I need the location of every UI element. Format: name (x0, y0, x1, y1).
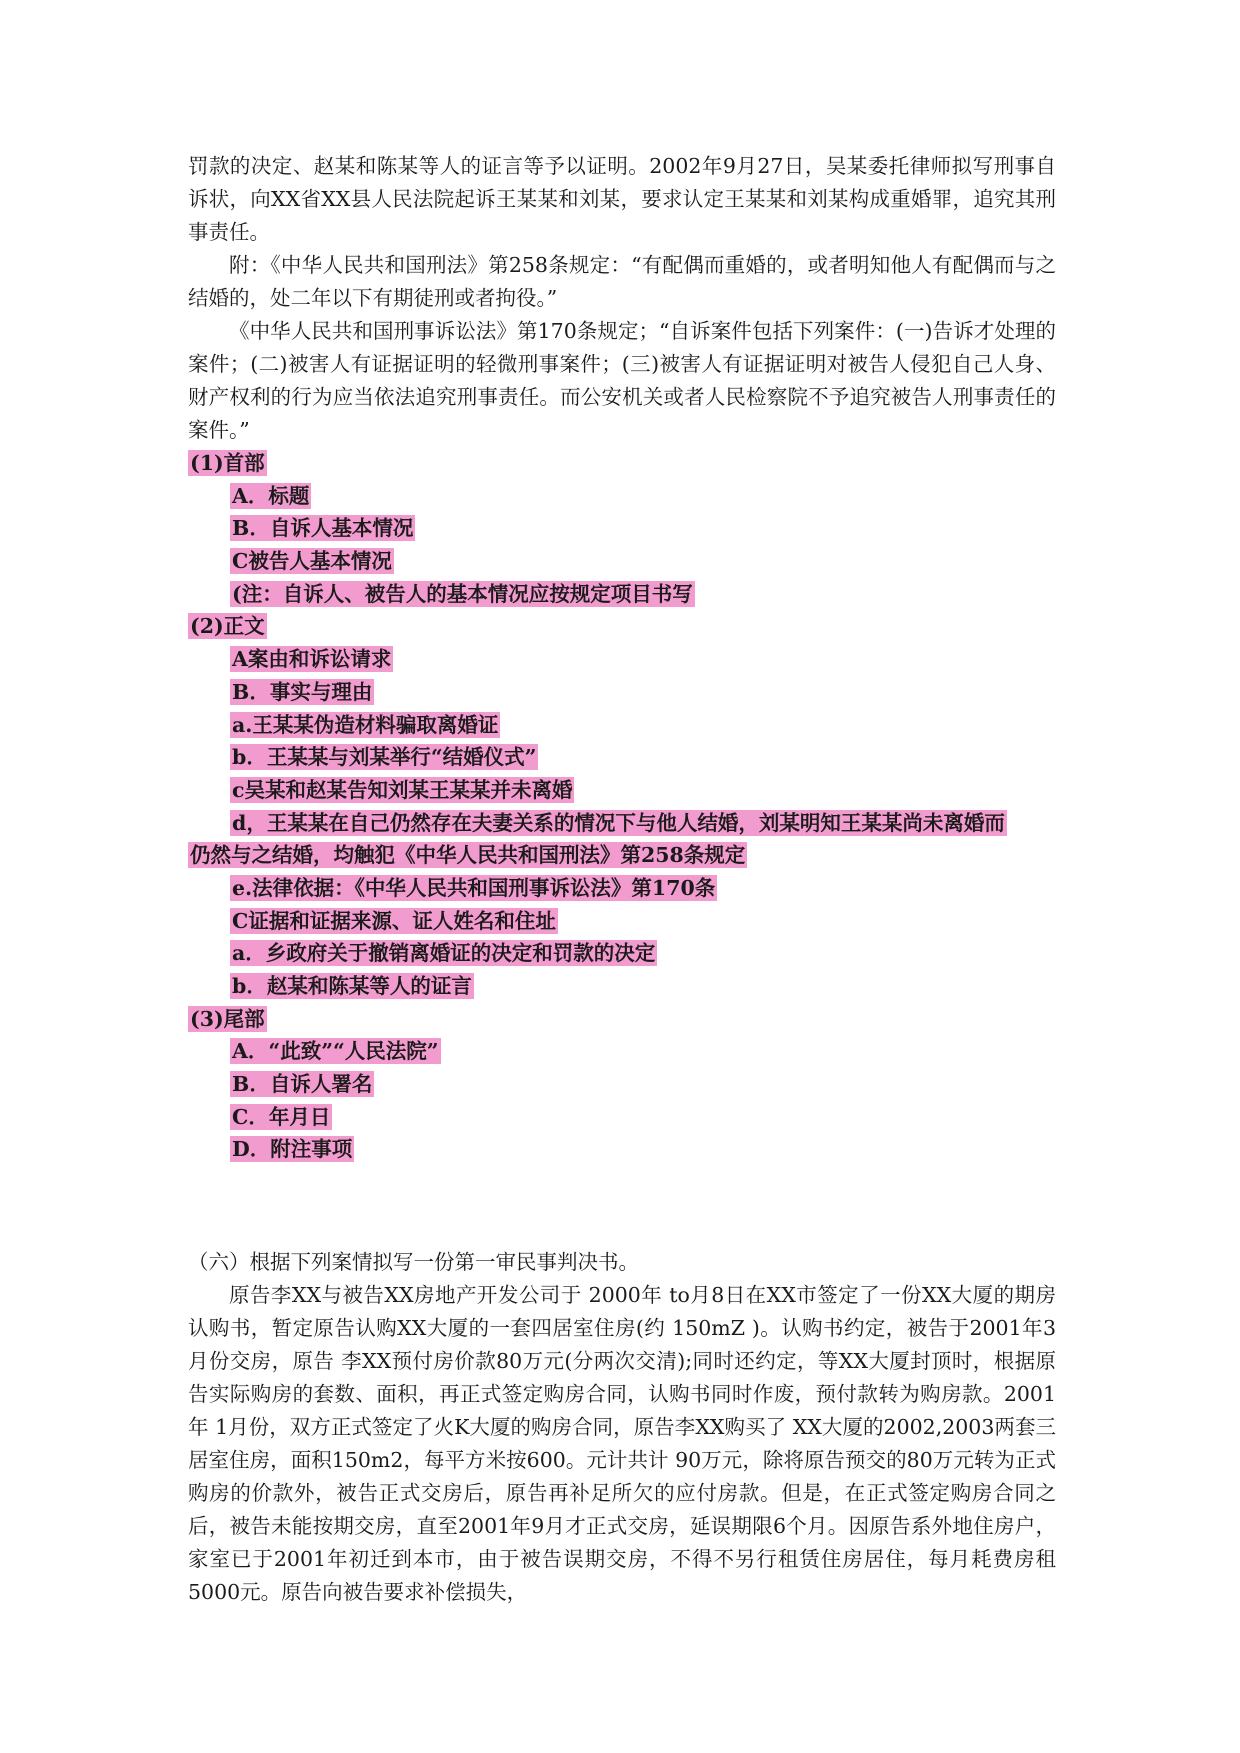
outline-item: C．年月日 (232, 1104, 331, 1129)
outline-section-end: (3)尾部 (190, 1006, 265, 1031)
intro-paragraph-3: 《中华人民共和国刑事诉讼法》第170条规定；“自诉案件包括下列案件：(一)告诉才处理的案件；(二)被害人有证据证明的轻微刑事案件；(三)被害人有证据证明对被告人侵犯自己人身、财产权利的行为应当依法追究刑事责任。而公安机关或者人民检察院不予追究被告人刑事责任的案件。” (188, 319, 1056, 442)
outline-subitem: d，王某某在自己仍然存在夫妻关系的情况下与他人结婚，刘某明知王某某尚未离婚而 (232, 810, 1005, 835)
outline-item: C证据和证据来源、证人姓名和住址 (232, 908, 556, 933)
outline-item: B．事实与理由 (232, 679, 373, 704)
answer-outline (188, 447, 1056, 1166)
outline-item: D．附注事项 (232, 1137, 353, 1162)
outline-note: (注：自诉人、被告人的基本情况应按规定项目书写 (232, 581, 693, 606)
outline-subitem: c吴某和赵某告知刘某王某某并未离婚 (232, 777, 573, 802)
outline-subitem: b．王某某与刘某举行“结婚仪式” (232, 745, 537, 770)
outline-item: B．自诉人署名 (232, 1072, 373, 1097)
outline-item: A案由和诉讼请求 (232, 647, 392, 672)
intro-paragraph-1: 罚款的决定、赵某和陈某等人的证言等予以证明。2002年9月27日，吴某委托律师拟写刑事自诉状，向XX省XX县人民法院起诉王某某和刘某，要求认定王某某和刘某构成重婚罪，追究其刑事责任。 (188, 154, 1056, 244)
intro-paragraph-2: 附：《中华人民共和国刑法》第258条规定：“有配偶而重婚的，或者明知他人有配偶而与之结婚的，处二年以下有期徒刑或者拘役。” (188, 253, 1056, 310)
outline-subitem: b．赵某和陈某等人的证言 (232, 974, 472, 998)
outline-item: A．“此致”“人民法院” (232, 1039, 439, 1064)
outline-subitem-continuation: 仍然与之结婚，均触犯《中华人民共和国刑法》第258条规定 (190, 843, 746, 868)
outline-section-head: (1)首部 (190, 451, 265, 475)
outline-section-body: (2)正文 (190, 614, 265, 639)
section-6-heading: （六）根据下列案情拟写一份第一审民事判决书。 (188, 1250, 639, 1275)
outline-subitem: e.法律依据：《中华人民共和国刑事诉讼法》第170条 (232, 875, 716, 900)
document-page (188, 150, 1056, 1609)
section-spacer (188, 1166, 1056, 1246)
outline-subitem: a．乡政府关于撤销离婚证的决定和罚款的决定 (232, 941, 656, 966)
section-6-body: 原告李XX与被告XX房地产开发公司于 2000年 to月8日在XX市签定了一份XX大厦的期房认购书，暂定原告认购XX大厦的一套四居室住房(约 150mZ )。认购书约定，被告于2001年3月份交房，原告 李XX预付房价款80万元(分两次交清);同时还约定，等XX大厦封顶时，根据原告实际购房的套数、面积，再正式签定购房合同，认购书同时作废，预付款转为购房款。2001年 1月份，双方正式签定了火K大厦的购房合同，原告李XX购买了 XX大厦的2002,2003两套三居室住房，面积150m2，每平方米按600。元计共计 90万元，除将原告预交的80万元转为正式购房的价款外，被告正式交房后，原告再补足所欠的应付房款。但是，在正式签定购房合同之后，被告未能按期交房，直至2001年9月才正式交房，延误期限6个月。因原告系外地住房户，家室已于2001年初迁到本市，由于被告误期交房，不得不另行租赁住房居住，每月耗费房租5000元。原告向被告要求补偿损失， (188, 1283, 1056, 1605)
outline-subitem: a.王某某伪造材料骗取离婚证 (232, 712, 499, 737)
outline-item: A．标题 (232, 483, 310, 508)
outline-item: C被告人基本情况 (232, 549, 392, 574)
outline-item: B．自诉人基本情况 (232, 516, 414, 541)
